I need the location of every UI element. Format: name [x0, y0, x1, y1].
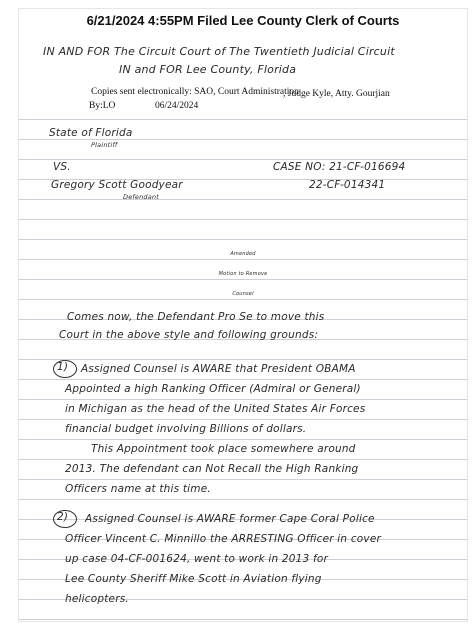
document-page — [18, 8, 468, 622]
ruled-line — [19, 399, 467, 400]
intro-line-2: Court in the above style and following grounds: — [59, 329, 319, 341]
paragraph-2-number: 2) — [57, 511, 69, 523]
paragraph-1-line-2: Appointed a high Ranking Officer (Admiral or General) — [65, 383, 361, 395]
by-date: 06/24/2024 — [155, 101, 199, 111]
case-number-1: CASE NO: 21-CF-016694 — [273, 161, 406, 173]
versus: VS. — [53, 161, 71, 173]
by-clerk: By:LO — [89, 101, 116, 111]
defendant-role: Defendant — [123, 193, 159, 201]
case-number-2: 22-CF-014341 — [309, 179, 386, 191]
ruled-line — [19, 459, 467, 460]
ruled-line — [19, 159, 467, 160]
plaintiff-name: State of Florida — [49, 127, 133, 139]
intro-line-1: Comes now, the Defendant Pro Se to move this — [67, 311, 325, 323]
ruled-line — [19, 359, 467, 360]
ruled-line — [19, 239, 467, 240]
copies-sent-extra: , Judge Kyle, Atty. Gourjian — [283, 89, 390, 99]
filing-stamp: 6/21/2024 4:55PM Filed Lee County Clerk of Courts — [86, 13, 400, 28]
defendant-name: Gregory Scott Goodyear — [51, 179, 183, 191]
paragraph-1-line-7: Officers name at this time. — [65, 483, 211, 495]
motion-title-amended: Amended — [230, 251, 256, 257]
ruled-line — [19, 119, 467, 120]
ruled-line — [19, 219, 467, 220]
court-heading-line1: IN AND FOR The Circuit Court of The Twentieth Judicial Circuit — [43, 45, 395, 58]
court-heading-line2: IN and FOR Lee County, Florida — [119, 63, 297, 76]
plaintiff-role: Plaintiff — [91, 141, 118, 149]
ruled-line — [19, 139, 467, 140]
motion-title-main: Motion to Remove — [218, 271, 268, 277]
ruled-line — [19, 279, 467, 280]
paragraph-2-line-3: up case 04-CF-001624, went to work in 2013 for — [65, 553, 329, 565]
paragraph-2-line-2: Officer Vincent C. Minnillo the ARRESTING Officer in cover — [65, 533, 382, 545]
paragraph-1-line-1: Assigned Counsel is AWARE that President OBAMA — [81, 363, 356, 375]
ruled-line — [19, 379, 467, 380]
ruled-line — [19, 199, 467, 200]
ruled-line — [19, 499, 467, 500]
ruled-line — [19, 619, 467, 620]
ruled-line — [19, 419, 467, 420]
paragraph-1-number: 1) — [57, 361, 69, 373]
ruled-line — [19, 439, 467, 440]
motion-title-counsel: Counsel — [232, 291, 254, 297]
ruled-line — [19, 479, 467, 480]
ruled-line — [19, 259, 467, 260]
paragraph-1-line-6: 2013. The defendant can Not Recall the High Ranking — [65, 463, 359, 475]
paragraph-2-line-5: helicopters. — [65, 593, 129, 605]
paragraph-2-line-4: Lee County Sheriff Mike Scott in Aviation flying — [65, 573, 322, 585]
paragraph-1-line-5: This Appointment took place somewhere around — [91, 443, 356, 455]
copies-sent-notice: Copies sent electronically: SAO, Court Administration — [91, 87, 299, 97]
paragraph-1-line-3: in Michigan as the head of the United States Air Forces — [65, 403, 366, 415]
paragraph-2-line-1: Assigned Counsel is AWARE former Cape Coral Police — [85, 513, 375, 525]
ruled-line — [19, 299, 467, 300]
paragraph-1-line-4: financial budget involving Billions of dollars. — [65, 423, 307, 435]
